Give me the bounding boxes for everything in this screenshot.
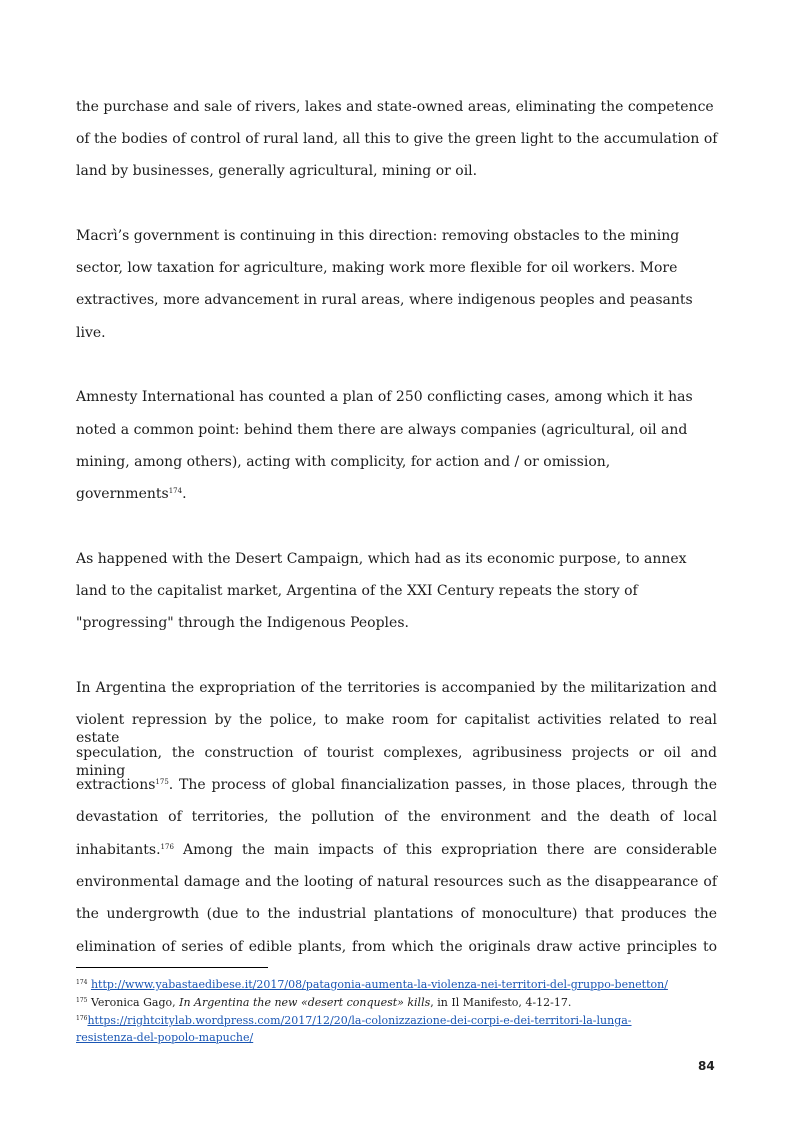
body-line: As happened with the Desert Campaign, which had as its economic purpose, to annex	[76, 551, 687, 567]
footnote-author: Veronica Gago,	[90, 996, 180, 1009]
footnote-number: 175	[76, 997, 88, 1004]
footnote-title: In Argentina the new «desert conquest» kills	[179, 996, 431, 1009]
body-line	[76, 485, 187, 503]
body-line: extractives, more advancement in rural areas, where indigenous peoples and peasants	[76, 292, 693, 308]
body-line: devastation of territories, the pollution of the environment and the death of local	[76, 809, 717, 825]
footnote-separator	[76, 967, 268, 968]
body-line: Macrì’s government is continuing in this direction: removing obstacles to the mining	[76, 228, 680, 244]
body-text: extractions	[76, 777, 156, 793]
footnote-link[interactable]: http://www.yabastaedibese.it/2017/08/patagonia-aumenta-la-violenza-nei-territori-del-gruppo-benetton/	[90, 978, 668, 991]
body-line: Amnesty International has counted a plan of 250 conflicting cases, among which it has	[76, 389, 693, 405]
footnote-175	[76, 996, 571, 1010]
body-line: sector, low taxation for agriculture, making work more flexible for oil workers. More	[76, 260, 678, 276]
body-line: land to the capitalist market, Argentina of the XXI Century repeats the story of	[76, 583, 638, 599]
footnote-174	[76, 978, 668, 992]
footnote-ref-174[interactable]: 174	[168, 487, 183, 495]
footnote-176	[76, 1014, 632, 1028]
body-line: violent repression by the police, to make room for capitalist activities related to real estate	[76, 712, 717, 746]
body-line: mining, among others), acting with complicity, for action and / or omission,	[76, 454, 611, 470]
body-line: the purchase and sale of rivers, lakes and state-owned areas, eliminating the competence	[76, 99, 714, 115]
body-line: environmental damage and the looting of natural resources such as the disappearance of	[76, 874, 717, 890]
body-line: "progressing" through the Indigenous Peoples.	[76, 615, 409, 631]
body-text: Among the main impacts of this expropriation there are considerable	[173, 842, 717, 858]
body-text: .	[182, 486, 187, 502]
body-text: governments	[76, 486, 169, 502]
footnote-176-cont	[76, 1031, 253, 1045]
body-line: the undergrowth (due to the industrial plantations of monoculture) that produces the	[76, 906, 717, 922]
footnote-ref-176[interactable]: 176	[160, 843, 174, 851]
footnote-link[interactable]: https://rightcitylab.wordpress.com/2017/12/20/la-colonizzazione-dei-corpi-e-dei-territori-la-lunga-	[87, 1014, 632, 1027]
body-line: live.	[76, 325, 106, 341]
body-text: inhabitants.	[76, 842, 161, 858]
page-number: 84	[698, 1059, 715, 1073]
footnote-ref-175[interactable]: 175	[155, 778, 169, 786]
body-line: land by businesses, generally agricultural, mining or oil.	[76, 163, 478, 179]
footnote-source: , in Il Manifesto, 4-12-17.	[430, 996, 572, 1009]
body-line	[76, 776, 717, 794]
body-line: elimination of series of edible plants, from which the originals draw active principles to	[76, 939, 717, 955]
footnote-number: 176	[76, 1015, 88, 1022]
body-line: of the bodies of control of rural land, all this to give the green light to the accumulation of	[76, 131, 718, 147]
body-text: . The process of global financialization passes, in those places, through the	[168, 777, 717, 793]
footnote-number: 174	[76, 979, 88, 986]
body-line	[76, 841, 717, 859]
body-line: speculation, the construction of tourist complexes, agribusiness projects or oil and mining	[76, 745, 717, 779]
footnote-link[interactable]: resistenza-del-popolo-mapuche/	[76, 1031, 254, 1044]
body-line: In Argentina the expropriation of the territories is accompanied by the militarization and	[76, 680, 717, 696]
body-line: noted a common point: behind them there are always companies (agricultural, oil and	[76, 422, 688, 438]
